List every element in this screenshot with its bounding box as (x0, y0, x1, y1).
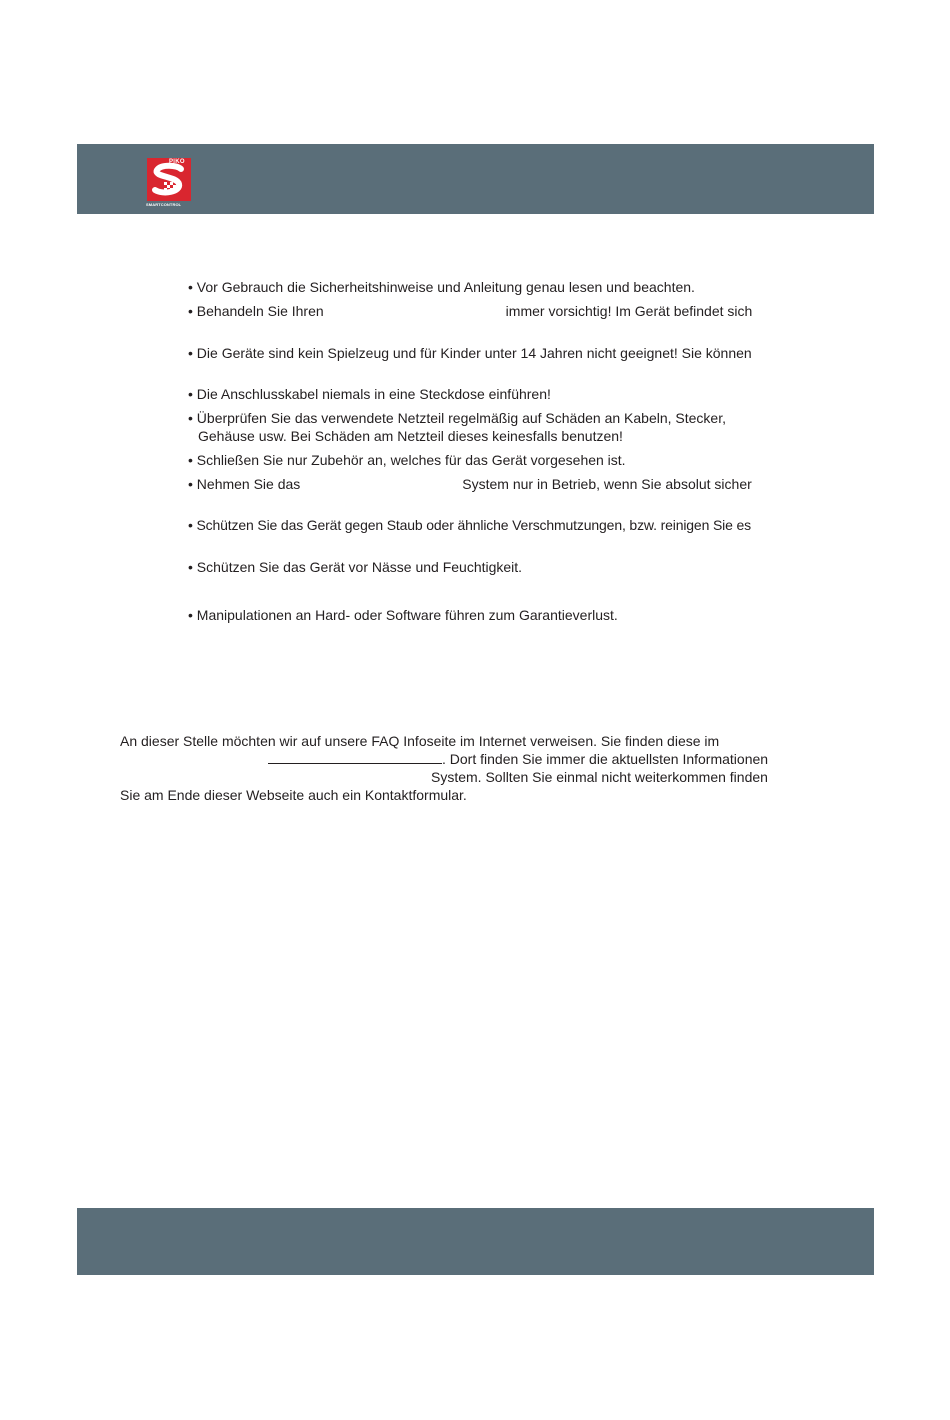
logo-red-square (147, 158, 191, 201)
list-item: • Schützen Sie das Gerät gegen Staub oder ähnliche Verschmutzungen, bzw. reinigen Sie es (188, 517, 751, 533)
logo-brand-text: PIKO (169, 159, 185, 165)
list-item: • Schließen Sie nur Zubehör an, welches für das Gerät vorgesehen ist. (188, 452, 626, 468)
list-item: • Die Anschlusskabel niemals in eine Steckdose einführen! (188, 386, 551, 402)
list-item: • Nehmen Sie das System nur in Betrieb, wenn Sie absolut sicher (188, 476, 752, 492)
piko-smartcontrol-logo (147, 158, 191, 208)
footer-band (77, 1208, 874, 1275)
logo-sub-text: SMARTCONTROL (146, 202, 182, 207)
header-band (77, 144, 874, 214)
list-item: • Behandeln Sie Ihren immer vorsichtig! Im Gerät befindet sich (188, 303, 753, 319)
list-item: • Die Geräte sind kein Spielzeug und für Kinder unter 14 Jahren nicht geeignet! Sie können (188, 345, 752, 361)
list-item: • Manipulationen an Hard- oder Software führen zum Garantieverlust. (188, 607, 618, 623)
list-item: • Schützen Sie das Gerät vor Nässe und Feuchtigkeit. (188, 559, 523, 575)
faq-link[interactable] (268, 750, 442, 764)
list-item: • Überprüfen Sie das verwendete Netzteil regelmäßig auf Schäden an Kabeln, Stecker, Gehäuse usw. Bei Schäden am Netzteil dieses keinesfalls benutzen! (188, 410, 726, 444)
list-item: • Vor Gebrauch die Sicherheitshinweise und Anleitung genau lesen und beachten. (188, 279, 695, 295)
faq-paragraph: An dieser Stelle möchten wir auf unsere FAQ Infoseite im Internet verweisen. Sie finden diese im . Dort finden Sie immer die aktuellsten Informationen System. Sollten Sie einmal nicht weiterkommen finden Sie am Ende dieser Webseite auch ein Kontaktformular. (120, 733, 769, 803)
